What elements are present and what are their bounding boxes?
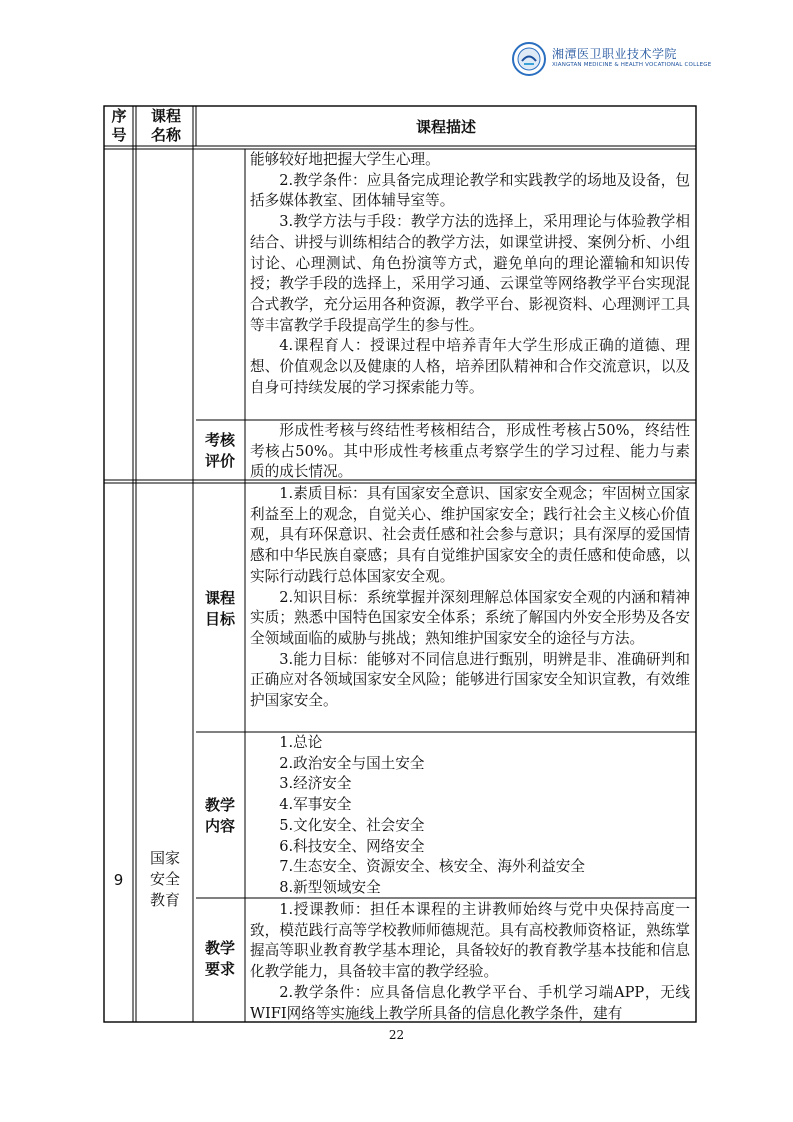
goal-item: 2.知识目标：系统掌握并深刻理解总体国家安全观的内涵和精神实质；熟悉中国特色国家安全体系；系统了解国内外安全形势及各安全领域面临的威胁与挑战；熟知维护国家安全的途径与方法。 bbox=[250, 588, 690, 647]
content-item: 1.总论 bbox=[279, 734, 323, 751]
assessment-paragraph: 形成性考核与终结性考核相结合，形成性考核占50%，终结性考核占50%。其中形成性考核重点考察学生的学习过程、能力与素质的成长情况。 bbox=[250, 422, 690, 481]
content-item: 7.生态安全、资源安全、核安全、海外利益安全 bbox=[279, 858, 585, 876]
course-name: 国家安全教育 bbox=[149, 849, 180, 909]
content-label: 教学内容 bbox=[204, 796, 235, 835]
school-name-english: XIANGTAN MEDICINE & HEALTH VOCATIONAL COLLEGE bbox=[552, 62, 712, 68]
requirements-continued bbox=[250, 150, 690, 398]
row-index: 9 bbox=[113, 871, 124, 889]
content-item: 3.经济安全 bbox=[279, 775, 352, 793]
requirement-item: 2.教学条件：应具备信息化教学平台、手机学习端APP，无线WIFI网络等实施线上教学所具备的信息化教学条件，建有 bbox=[250, 983, 690, 1022]
content-item: 8.新型领域安全 bbox=[279, 878, 381, 896]
content-item: 2.政治安全与国土安全 bbox=[279, 754, 425, 772]
assessment-text bbox=[250, 421, 690, 483]
goals-text bbox=[250, 484, 690, 712]
requirements-cont-line: 能够较好地把握大学生心理。 bbox=[250, 151, 440, 168]
header-index: 序号 bbox=[111, 107, 127, 144]
content-item: 5.文化安全、社会安全 bbox=[279, 816, 425, 834]
goals-label: 课程目标 bbox=[204, 589, 235, 628]
goal-item: 3.能力目标：能够对不同信息进行甄别，明辨是非、准确研判和正确应对各领域国家安全风险；能够进行国家安全知识宣教，有效维护国家安全。 bbox=[250, 650, 690, 710]
requirements-cont-item: 4.课程育人：授课过程中培养青年大学生形成正确的道德、理想、价值观念以及健康的人格，培养团队精神和合作交流意识，以及自身可持续发展的学习探索能力等。 bbox=[250, 337, 690, 396]
requirements-label: 教学要求 bbox=[204, 939, 235, 978]
requirements-cont-item: 3.教学方法与手段：教学方法的选择上，采用理论与体验教学相结合、讲授与训练相结合的教学方法，如课堂讲授、案例分析、小组讨论、心理测试、角色扮演等方式，避免单向的理论灌输和知识传授；教学手段的选择上，采用学习通、云课堂等网络教学平台实现混合式教学，充分运用各种资源，教学平台、影视资料、心理测评工具等丰富教学手段提高学生的参与性。 bbox=[250, 213, 690, 334]
requirements-cont-item: 2.教学条件：应具备完成理论教学和实践教学的场地及设备，包括多媒体教室、团体辅导室等。 bbox=[250, 171, 690, 210]
requirements-text bbox=[250, 900, 690, 1024]
page-number: 22 bbox=[388, 1028, 405, 1042]
content-list bbox=[250, 733, 690, 899]
content-item: 6.科技安全、网络安全 bbox=[279, 837, 425, 855]
assessment-label: 考核评价 bbox=[204, 431, 235, 470]
content-item: 4.军事安全 bbox=[279, 796, 352, 814]
header-course-name: 课程名称 bbox=[150, 107, 181, 144]
header-course-description: 课程描述 bbox=[415, 118, 476, 136]
requirement-item: 1.授课教师：担任本课程的主讲教师始终与党中央保持高度一致，模范践行高等学校教师师德规范。具有高校教师资格证，熟练掌握高等职业教育教学基本理论，具备较好的教育教学基本技能和信息化教学能力，具备较丰富的教学经验。 bbox=[250, 901, 690, 981]
school-name: 湘潭医卫职业技术学院 bbox=[552, 47, 678, 61]
goal-item: 1.素质目标：具有国家安全意识、国家安全观念；牢固树立国家利益至上的观念，自觉关心、维护国家安全；践行社会主义核心价值观，具有环保意识、社会责任感和社会参与意识；具有深厚的爱国情感和中华民族自豪感；具有自觉维护国家安全的责任感和使命感，以实际行动践行总体国家安全观。 bbox=[250, 485, 690, 585]
